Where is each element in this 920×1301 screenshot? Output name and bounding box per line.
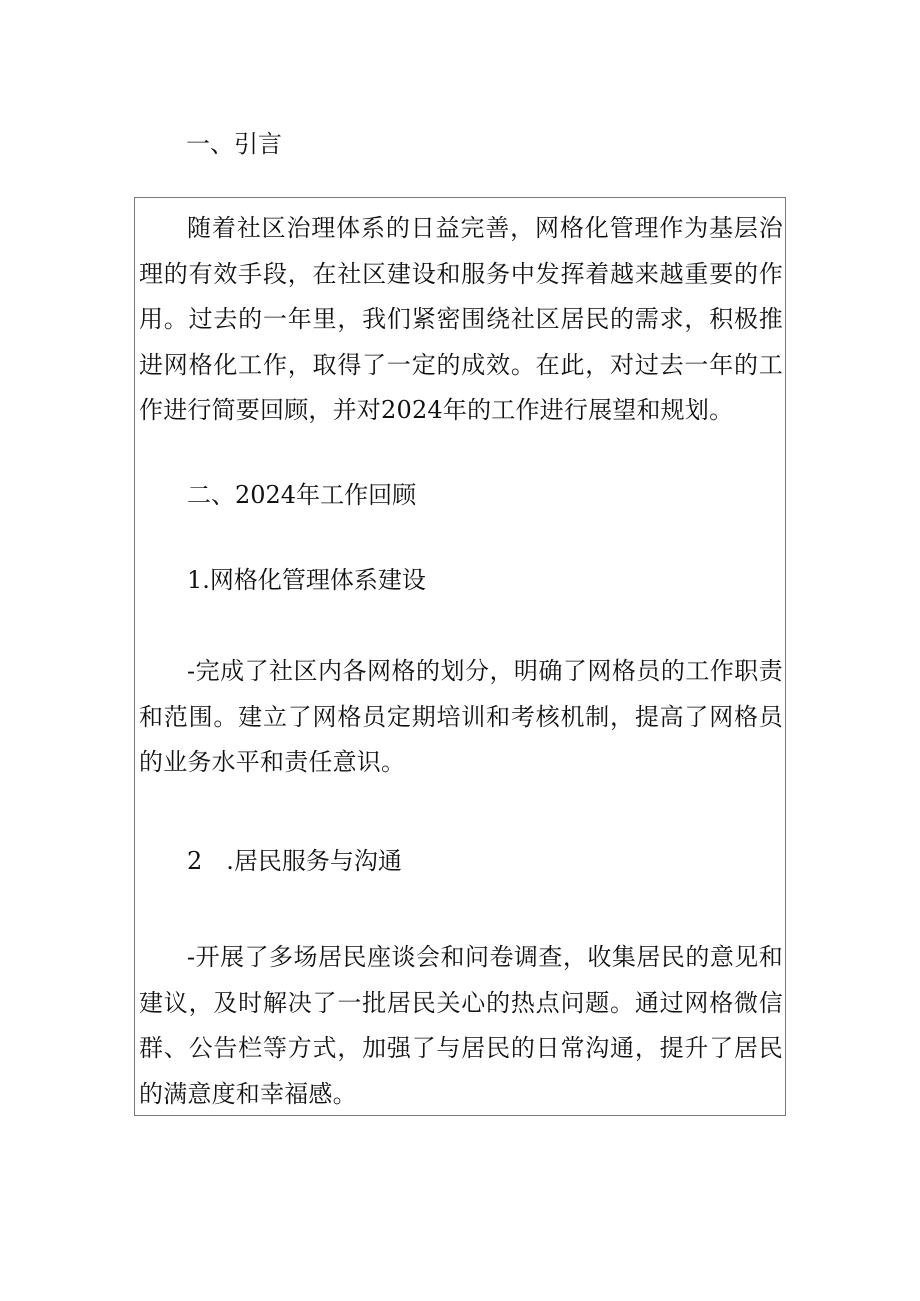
subheading-grid-management-system: 1.网格化管理体系建设 bbox=[187, 566, 426, 594]
intro-paragraph: 随着社区治理体系的日益完善，网格化管理作为基层治理的有效手段，在社区建设和服务中发挥着越来越重要的作用。过去的一年里，我们紧密围绕社区居民的需求，积极推进网格化工作，取得了一定的成效。在此，对过去一年的工作进行简要回顾，并对2024年的工作进行展望和规划。 bbox=[139, 214, 783, 424]
section-heading-work-review: 二、2024年工作回顾 bbox=[187, 481, 417, 509]
section-heading-introduction: 一、引言 bbox=[186, 130, 282, 158]
content-frame bbox=[134, 197, 786, 1116]
paragraph-grid-management-system: -完成了社区内各网格的划分，明确了网格员的工作职责和范围。建立了网格员定期培训和考核机制，提高了网格员的业务水平和责任意识。 bbox=[139, 657, 783, 776]
subheading-resident-service: 2 .居民服务与沟通 bbox=[187, 847, 402, 875]
paragraph-resident-service: -开展了多场居民座谈会和问卷调查，收集居民的意见和建议，及时解决了一批居民关心的热点问题。通过网格微信群、公告栏等方式，加强了与居民的日常沟通，提升了居民的满意度和幸福感。 bbox=[139, 943, 783, 1108]
